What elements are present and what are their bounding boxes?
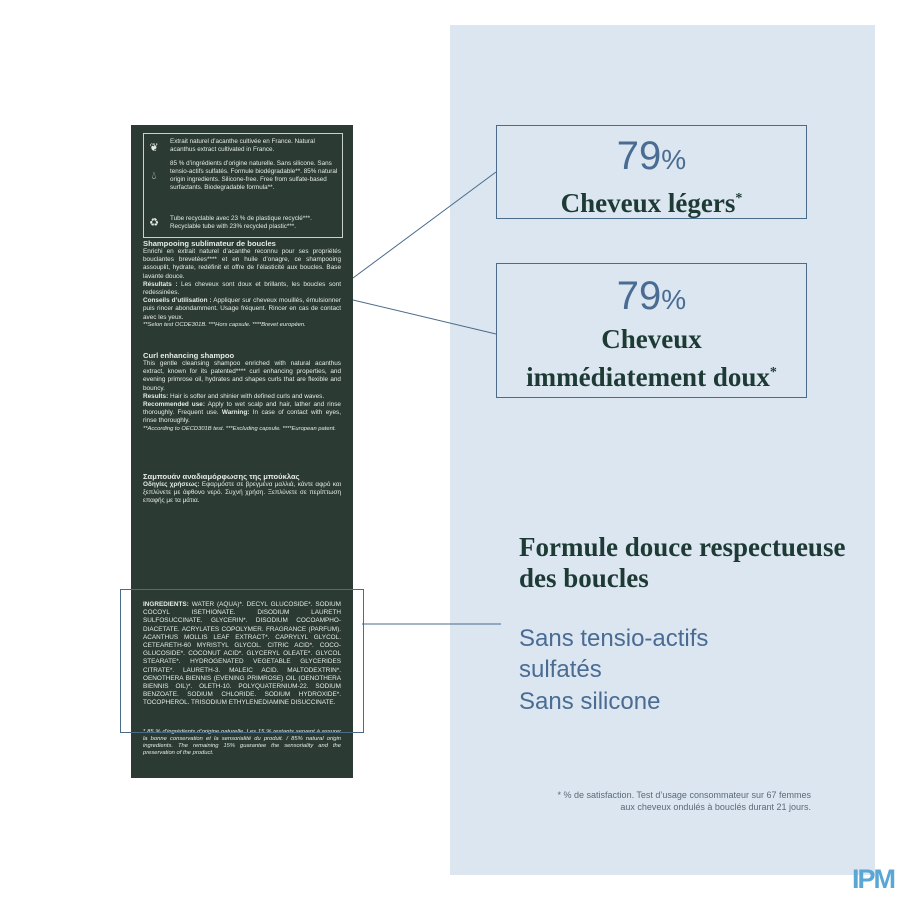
- leaf-icon: ❦: [149, 142, 159, 154]
- footnote: * % de satisfaction. Test d’usage consommateur sur 67 femmes aux cheveux ondulés à bouclés durant 21 jours.: [557, 790, 811, 812]
- french-usage: Conseils d’utilisation : Appliquer sur cheveux mouillés, émulsionner puis rincer abondamment. Usage fréquent. Rincer en cas de contact avec les yeux.: [143, 297, 341, 321]
- english-intro: This gentle cleansing shampoo enriched with natural acanthus extract, known for its patented**** curl enhancing properties, and evening primrose oil, hydrates and shapes curls that are flexible and bouncy.: [143, 360, 341, 392]
- recycle-icon: ♻: [149, 217, 159, 229]
- callout-line: [353, 300, 496, 334]
- stat-percent: 79%: [616, 134, 687, 178]
- ingredients-note: * 85 % d’ingrédients d’origine naturelle. Les 15 % restants servent à assurer la bonne conservation et la sensorialité du produit. / 85% natural origin ingredients. The remaining 15% guarantee the sensoriality and the preservation of the product.: [143, 729, 341, 756]
- stat-label: Cheveux légers*: [560, 188, 743, 218]
- drop-icon: 💧︎: [151, 170, 157, 182]
- english-usage: Recommended use: Apply to wet scalp and hair, lather and rinse thoroughly. Frequent use. Warning: In case of contact with eyes, rinse thoroughly.: [143, 401, 341, 425]
- brand-logo: IPM: [852, 864, 895, 894]
- callout-line: [353, 172, 496, 278]
- stat-percent: 79%: [616, 274, 687, 318]
- greek-title: Σαμπουάν αναδιαμόρφωσης της μπούκλας: [143, 472, 300, 481]
- french-title: Shampooing sublimateur de boucles: [143, 239, 276, 248]
- ingredients-list: INGREDIENTS: WATER (AQUA)*. DECYL GLUCOSIDE*. SODIUM COCOYL ISETHIONATE. DISODIUM LAURETH SULFOSUCCINATE. GLYCERIN*. DISODIUM COCOAMPHO-DIACETATE. ACRYLATES COPOLYMER. FRAGRANCE (PARFUM). ACANTHUS MOLLIS LEAF EXTRACT*. CAPRYLYL GLYCOL. CETEARETH-60 MYRISTYL GLYCOL. CITRIC ACID*. COCO-GLUCOSIDE*. COCONUT ACID*. GLYCERYL OLEATE*. GLYCOL STEARATE*. HYDROGENATED VEGETABLE GLYCERIDES CITRATE*. LAURETH-3. MALEIC ACID. MALTODEXTRIN*. OENOTHERA BIENNIS (EVENING PRIMROSE) OIL (OENOTHERA BIENNIS OIL)*. OLETH-10. POLYQUATERNIUM-22. SODIUM BENZOATE. SODIUM CHLORIDE. SODIUM HYDROXIDE*. TOCOPHEROL. TRISODIUM ETHYLENEDIAMINE DISUCCINATE.: [143, 601, 341, 707]
- benefit-text: Sans silicone: [519, 688, 661, 715]
- french-notes: **Selon test OCDE301B. ***Hors capsule. ****Brevet européen.: [143, 321, 306, 328]
- claim-text: 85 % d’ingrédients d’origine naturelle. Sans silicone. Sans tensio-actifs sulfatés. Formule biodégradable**. 85% natural origin ingredients. Silicone-free. Free from sulfate-based surfactants. Biodegradable formula**.: [170, 160, 338, 191]
- stat-box: [496, 125, 807, 219]
- english-title: Curl enhancing shampoo: [143, 351, 235, 360]
- claim-text: Extrait naturel d’acanthe cultivée en France. Natural acanthus extract cultivated in France.: [170, 138, 315, 153]
- benefit-text: Sans tensio-actifs sulfatés: [519, 625, 709, 683]
- stat-label: Cheveux immédiatement doux*: [526, 324, 777, 392]
- headline: Formule douce respectueuse des boucles: [519, 532, 846, 593]
- english-notes: **According to OECD301B test. ***Excluding capsule. ****European patent.: [143, 425, 337, 432]
- greek-usage: Οδηγίες χρήσεως: Εφαρμόστε σε βρεγμένα μαλλιά, κάντε αφρό και ξεπλύνετε με άφθονο νερό. Συχνή χρήση. Ξεπλύνετε σε περίπτωση επαφής με τα μάτια.: [143, 481, 341, 505]
- stat-box: [496, 263, 807, 398]
- french-intro: Enrichi en extrait naturel d’acanthe reconnu pour ses propriétés bouclantes brevetées**** et en huile d’onagre, ce shampooing assouplit, hydrate, redéfinit et offre de l’élasticité aux boucles. Base lavante douce.: [143, 248, 341, 280]
- claim-text: Tube recyclable avec 23 % de plastique recyclé***. Recyclable tube with 23% recycled plastic***.: [170, 215, 312, 230]
- english-results: Results: Hair is softer and shinier with defined curls and waves.: [143, 392, 325, 400]
- french-results: Résultats : Les cheveux sont doux et brillants, les boucles sont redessinées.: [143, 280, 341, 297]
